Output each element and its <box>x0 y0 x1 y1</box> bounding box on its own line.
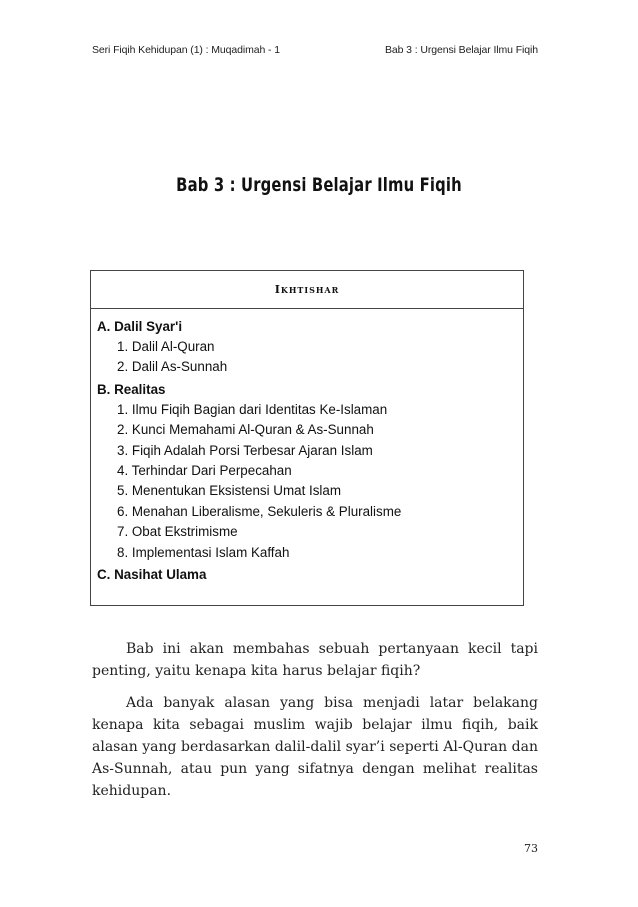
list-item: 4. Terhindar Dari Perpecahan <box>117 463 292 479</box>
list-item: 8. Implementasi Islam Kaffah <box>117 544 290 560</box>
list-item: 3. Fiqih Adalah Porsi Terbesar Ajaran Islam <box>117 442 373 458</box>
section-title-c: C. Nasihat Ulama <box>97 567 207 583</box>
list-item: 1. Dalil Al-Quran <box>117 339 215 354</box>
running-header <box>92 44 538 56</box>
summary-heading: Ikhtishar <box>91 271 523 309</box>
header-book-title: Seri Fiqih Kehidupan (1) : Muqadimah - 1 <box>92 44 281 56</box>
page-number: 73 <box>524 842 538 855</box>
chapter-title: Bab 3 : Urgensi Belajar Ilmu Fiqih <box>176 174 462 196</box>
summary-box <box>90 270 524 606</box>
section-list-b <box>97 400 517 563</box>
section-title-a: A. Dalil Syar'i <box>97 319 183 334</box>
summary-body <box>91 309 523 585</box>
section-list-a <box>97 337 517 378</box>
list-item: 1. Ilmu Fiqih Bagian dari Identitas Ke-Islaman <box>117 401 388 417</box>
list-item: 2. Dalil As-Sunnah <box>117 359 228 375</box>
header-chapter-title: Bab 3 : Urgensi Belajar Ilmu Fiqih <box>384 44 538 56</box>
list-item: 7. Obat Ekstrimisme <box>117 524 238 540</box>
body-text <box>92 638 538 812</box>
list-item: 2. Kunci Memahami Al-Quran & As-Sunnah <box>117 422 374 438</box>
list-item: 6. Menahan Liberalisme, Sekuleris & Pluralisme <box>117 503 402 519</box>
list-item: 5. Menentukan Eksistensi Umat Islam <box>117 483 342 499</box>
section-title-b: B. Realitas <box>97 381 166 397</box>
paragraph: Bab ini akan membahas sebuah pertanyaan kecil tapi penting, yaitu kenapa kita harus belajar fiqih? <box>92 641 538 679</box>
paragraph: Ada banyak alasan yang bisa menjadi latar belakang kenapa kita sebagai muslim wajib belajar ilmu fiqih, baik alasan yang berdasarkan dalil-dalil syar’i seperti Al-Quran dan As-Sunnah, atau pun yang sifatnya dengan melihat realitas kehidupan. <box>92 695 538 799</box>
